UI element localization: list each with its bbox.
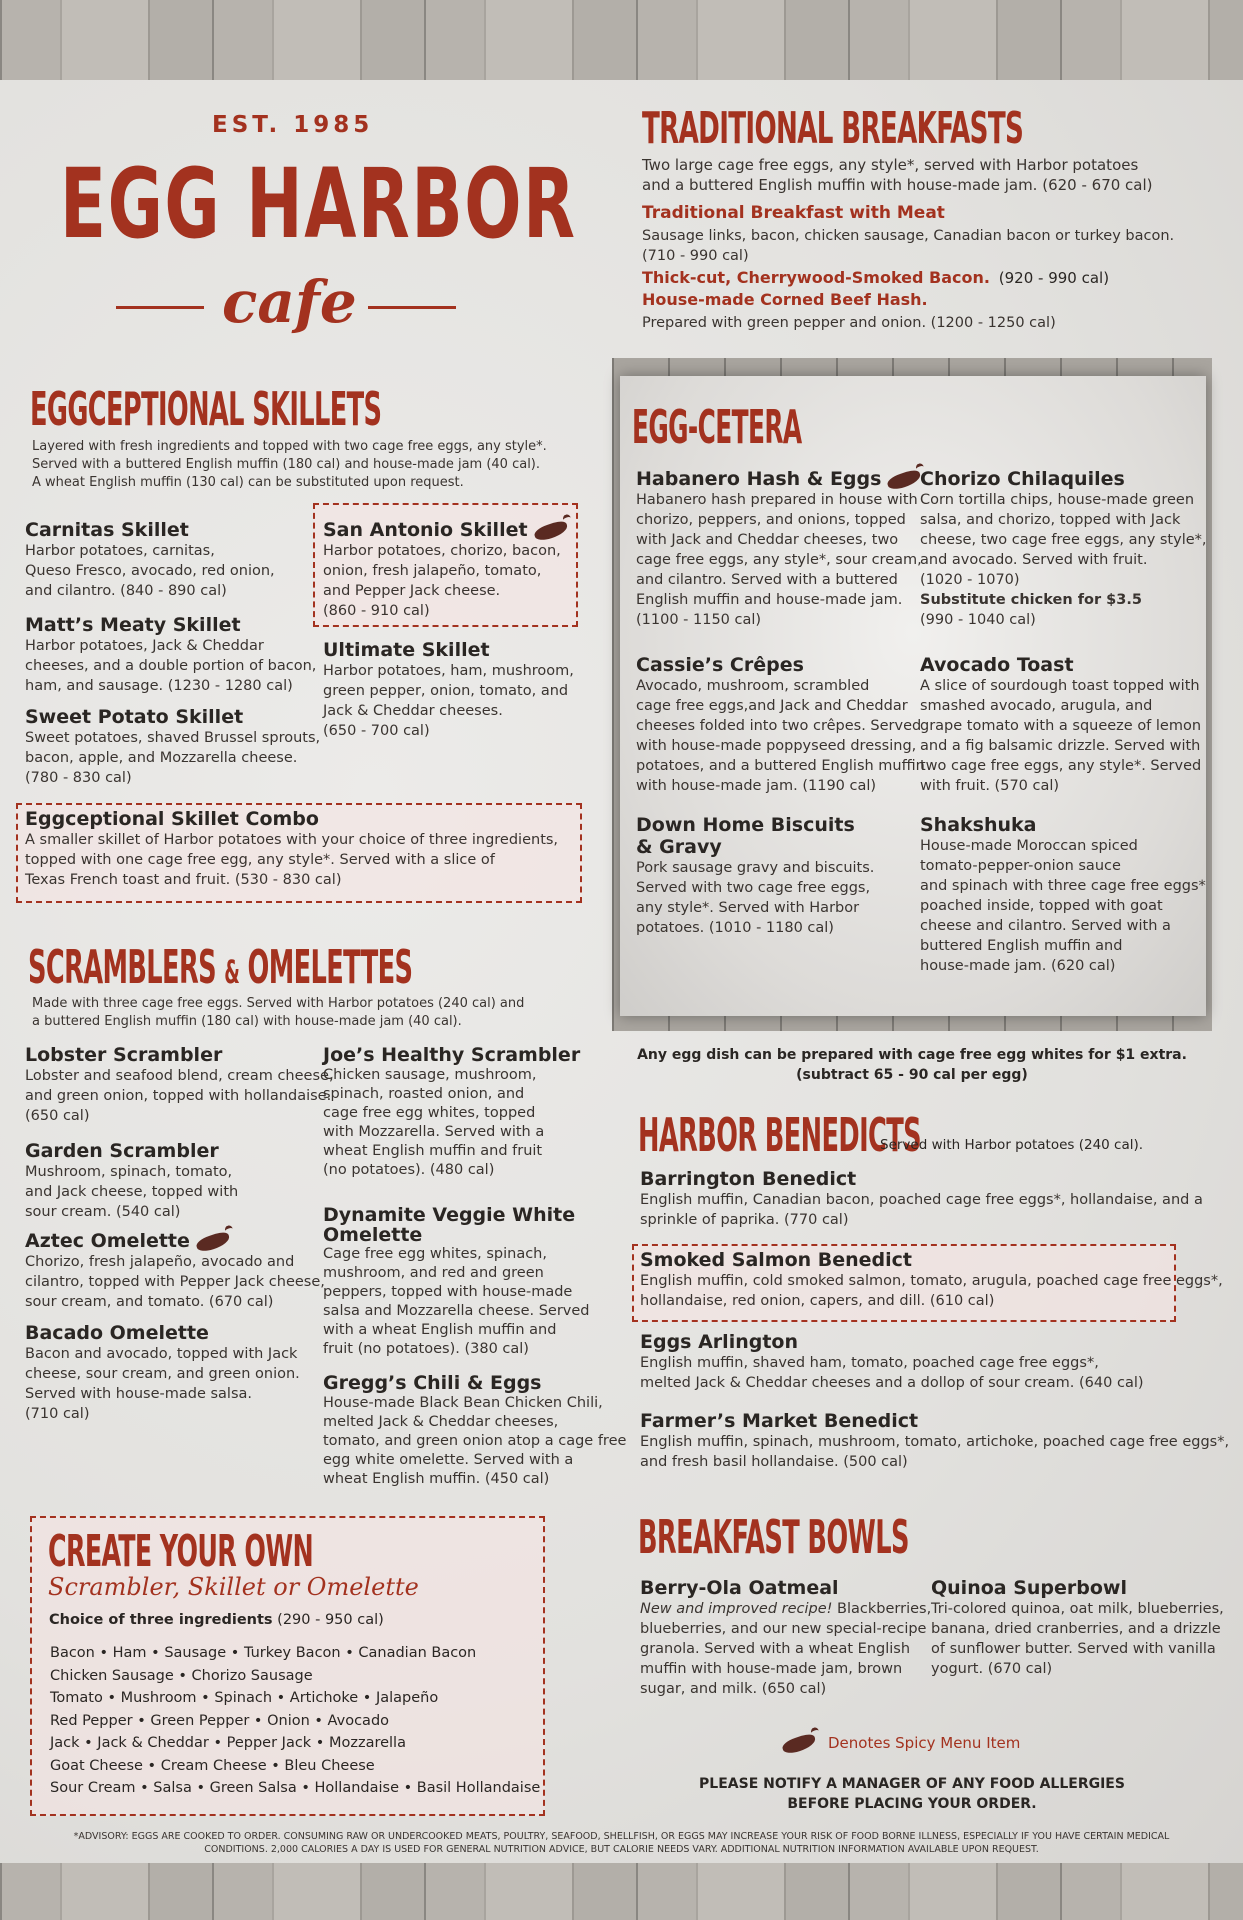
salmon-benedict: Smoked Salmon Benedict English muffin, cold smoked salmon, tomato, arugula, poached cage free eggs*, hollandaise, red onion, capers, and dill. (610 cal)	[640, 1249, 1223, 1309]
hash-title: House-made Corned Beef Hash.	[642, 290, 928, 309]
create-subtitle: Scrambler, Skillet or Omelette	[48, 1573, 419, 1601]
ultimate-skillet: Ultimate Skillet Harbor potatoes, ham, mushroom, green pepper, onion, tomato, and Jack & Cheddar cheeses. (650 - 700 cal)	[323, 639, 574, 739]
lobster-scrambler: Lobster Scrambler Lobster and seafood blend, cream cheese, and green onion, topped with hollandaise. (650 cal)	[25, 1044, 334, 1124]
allergy-notice: PLEASE NOTIFY A MANAGER OF ANY FOOD ALLERGIES BEFORE PLACING YOUR ORDER.	[699, 1776, 1125, 1812]
carnitas-skillet: Carnitas Skillet Harbor potatoes, carnitas, Queso Fresco, avocado, red onion, and cilantro. (840 - 890 cal)	[25, 519, 275, 599]
traditional-meat-title: Traditional Breakfast with Meat	[642, 203, 945, 223]
traditional-meat-desc: Sausage links, bacon, chicken sausage, Canadian bacon or turkey bacon. (710 - 990 cal)	[642, 228, 1175, 264]
scramblers-intro: Made with three cage free eggs. Served with Harbor potatoes (240 cal) and a buttered English muffin (180 cal) with house-made jam (40 cal).	[32, 996, 525, 1029]
eggs-arlington: Eggs Arlington English muffin, shaved ham, tomato, poached cage free eggs*, melted Jack & Cheddar cheeses and a dollop of sour cream. (640 cal)	[640, 1331, 1144, 1391]
eggcetera-title: EGG-CETERA	[632, 400, 802, 454]
create-title: CREATE YOUR OWN	[48, 1526, 314, 1577]
est-year: EST. 1985	[212, 112, 374, 138]
traditional-title: TRADITIONAL BREAKFASTS	[642, 103, 1024, 154]
bacon-title: Thick-cut, Cherrywood-Smoked Bacon.	[642, 268, 990, 287]
create-choice: Choice of three ingredients (290 - 950 cal)	[49, 1612, 384, 1628]
dynamite-omelette: Dynamite Veggie White Omelette Cage free egg whites, spinach, mushroom, and red and green peppers, topped with house-made salsa and Mozzarella cheese. Served with a wheat English muffin and fruit (no potatoes). (380 cal)	[323, 1204, 590, 1357]
spicy-pepper-icon	[195, 1230, 232, 1254]
garden-scrambler: Garden Scrambler Mushroom, spinach, tomato, and Jack cheese, topped with sour cream. (540 cal)	[25, 1140, 239, 1220]
avocado-toast: Avocado Toast A slice of sourdough toast topped with smashed avocado, arugula, and grape tomato with a squeeze of lemon and a fig balsamic drizzle. Served with two cage free eggs, any style*. Served with fruit. (570 cal)	[920, 654, 1202, 794]
egg-whites-note: Any egg dish can be prepared with cage free egg whites for $1 extra. (subtract 65 - 90 cal per egg)	[637, 1047, 1187, 1083]
logo-wordmark: EGG HARBOR	[60, 148, 577, 260]
traditional-desc: Two large cage free eggs, any style*, served with Harbor potatoes and a buttered English muffin with house-made jam. (620 - 670 cal)	[642, 156, 1153, 194]
joes-scrambler: Joe’s Healthy Scrambler Chicken sausage, mushroom, spinach, roasted onion, and cage free egg whites, topped with Mozzarella. Served with a wheat English muffin and fruit (no potatoes). (480 cal)	[323, 1044, 581, 1178]
biscuits-gravy: Down Home Biscuits & Gravy Pork sausage gravy and biscuits. Served with two cage free eggs, any style*. Served with Harbor potatoes. (1010 - 1180 cal)	[636, 814, 875, 936]
chorizo-chilaquiles: Chorizo Chilaquiles Corn tortilla chips, house-made green salsa, and chorizo, topped with Jack cheese, two cage free eggs, any style*, and avocado. Served with fruit. (1020 - 1070) Substitute chicken for $3.5 (990 - 1040 cal)	[920, 468, 1207, 628]
hash-desc: Prepared with green pepper and onion. (1200 - 1250 cal)	[642, 315, 1056, 331]
skillets-intro: Layered with fresh ingredients and topped with two cage free eggs, any style*. Served with a buttered English muffin (180 cal) and house-made jam (40 cal). A wheat English muffin (130 cal) can be substituted upon request.	[32, 439, 547, 490]
quinoa-superbowl: Quinoa Superbowl Tri-colored quinoa, oat milk, blueberries, banana, dried cranberries, and a drizzle of sunflower butter. Served with vanilla yogurt. (670 cal)	[931, 1577, 1224, 1677]
bacon-cal: (920 - 990 cal)	[998, 269, 1110, 287]
aztec-omelette: Aztec Omelette Chorizo, fresh jalapeño, avocado and cilantro, topped with Pepper Jack cheese, sour cream, and tomato. (670 cal)	[25, 1230, 325, 1310]
advisory-footer: *ADVISORY: EGGS ARE COOKED TO ORDER. CONSUMING RAW OR UNDERCOOKED MEATS, POULTRY, SEAFOOD, SHELLFISH, OR EGGS MAY INCREASE YOUR RISK OF FOOD BORNE ILLNESS, ESPECIALLY IF YOU HAVE CERTAIN MEDICAL CONDITIONS. 2,000 CALORIES A DAY IS USED FOR GENERAL NUTRITION ADVICE, BUT CALORIE NEEDS VARY. ADDITIONAL NUTRITION INFORMATION AVAILABLE UPON REQUEST.	[73, 1831, 1170, 1855]
skillet-combo: Eggceptional Skillet Combo A smaller skillet of Harbor potatoes with your choice of three ingredients, topped with one cage free egg, any style*. Served with a slice of Texas French toast and fruit. (530 - 830 cal)	[25, 808, 559, 888]
logo-rule-right	[368, 306, 456, 309]
create-ingredients: Bacon • Ham • Sausage • Turkey Bacon • Canadian Bacon Chicken Sausage • Chorizo Sausage Tomato • Mushroom • Spinach • Artichoke • Jalapeño Red Pepper • Green Pepper • Onion • Avocado Jack • Jack & Cheddar • Pepper Jack • Mozzarella Goat Cheese • Cream Cheese • Bleu Cheese Sour Cream • Salsa • Green Salsa • Hollandaise • Basil Hollandaise	[50, 1645, 541, 1796]
skillets-title: EGGCEPTIONAL SKILLETS	[30, 382, 382, 436]
greggs-chili: Gregg’s Chili & Eggs House-made Black Bean Chicken Chili, melted Jack & Cheddar cheeses, tomato, and green onion atop a cage free egg white omelette. Served with a wheat English muffin. (450 cal)	[323, 1372, 627, 1487]
cassies-crepes: Cassie’s Crêpes Avocado, mushroom, scrambled cage free eggs,and Jack and Cheddar cheeses folded into two crêpes. Served with house-made poppyseed dressing, potatoes, and a buttered English muffin with house-made jam. (1190 cal)	[636, 654, 925, 794]
berry-ola-oatmeal: Berry-Ola Oatmeal New and improved recipe! Blackberries, blueberries, and our new special-recipe granola. Served with a wheat English muffin with house-made jam, brown sugar, and milk. (650 cal)	[640, 1577, 932, 1697]
spicy-pepper-icon	[781, 1732, 818, 1756]
san-antonio-skillet: San Antonio Skillet Harbor potatoes, chorizo, bacon, onion, fresh jalapeño, tomato, and Pepper Jack cheese. (860 - 910 cal)	[323, 519, 568, 621]
spicy-legend: Denotes Spicy Menu Item	[776, 1734, 1020, 1752]
shakshuka: Shakshuka House-made Moroccan spiced tomato-pepper-onion sauce and spinach with three cage free eggs* poached inside, topped with goat cheese and cilantro. Served with a buttered English muffin and house-made jam. (620 cal)	[920, 814, 1206, 974]
habanero-hash: Habanero Hash & Eggs Habanero hash prepared in house with chorizo, peppers, and onions, topped with Jack and Cheddar cheeses, two cage free eggs, any style*, sour cream, and cilantro. Served with a buttered English muffin and house-made jam. (1100 - 1150 cal)	[636, 468, 922, 628]
bacado-omelette: Bacado Omelette Bacon and avocado, topped with Jack cheese, sour cream, and green onion. Served with house-made salsa. (710 cal)	[25, 1322, 300, 1422]
scramblers-title: SCRAMBLERS & OMELETTES	[28, 940, 413, 994]
logo-rule-left	[116, 306, 204, 309]
meaty-skillet: Matt’s Meaty Skillet Harbor potatoes, Jack & Cheddar cheeses, and a double portion of bacon, ham, and sausage. (1230 - 1280 cal)	[25, 614, 317, 694]
spicy-pepper-icon	[886, 468, 923, 492]
bacon-line	[642, 268, 1109, 287]
farmers-benedict: Farmer’s Market Benedict English muffin, spinach, mushroom, tomato, artichoke, poached cage free eggs*, and fresh basil hollandaise. (500 cal)	[640, 1410, 1230, 1470]
bowls-title: BREAKFAST BOWLS	[638, 1510, 909, 1564]
benedicts-note: Served with Harbor potatoes (240 cal).	[880, 1137, 1144, 1153]
benedicts-header: HARBOR BENEDICTS	[638, 1108, 921, 1162]
barrington-benedict: Barrington Benedict English muffin, Canadian bacon, poached cage free eggs*, hollandaise, and a sprinkle of paprika. (770 cal)	[640, 1168, 1203, 1228]
logo-cafe: cafe	[222, 268, 357, 336]
spicy-pepper-icon	[532, 519, 569, 543]
sweet-potato-skillet: Sweet Potato Skillet Sweet potatoes, shaved Brussel sprouts, bacon, apple, and Mozzarella cheese. (780 - 830 cal)	[25, 706, 321, 786]
